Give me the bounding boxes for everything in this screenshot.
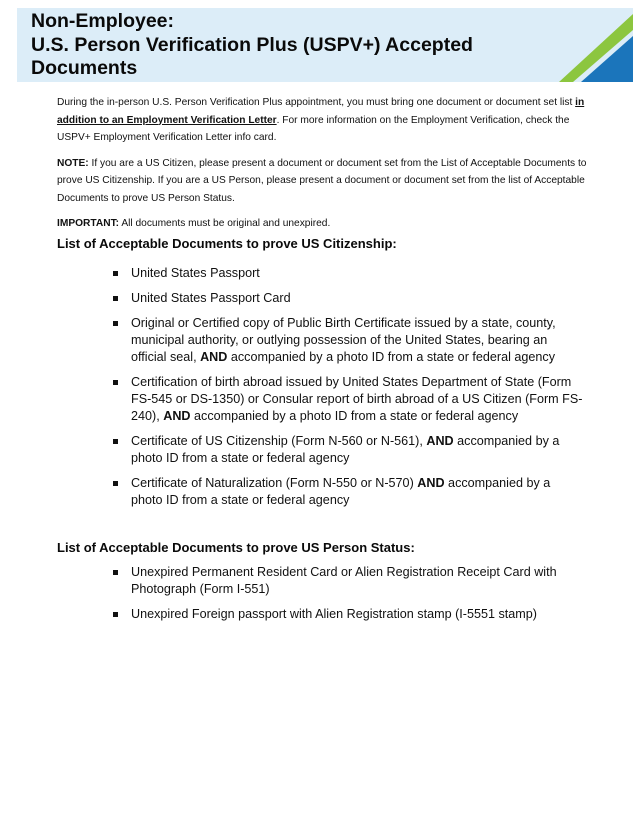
bullet-icon <box>113 481 118 486</box>
corner-stripe-graphic <box>559 8 633 82</box>
item-text-after: accompanied by a photo ID from a state or federal agency <box>227 350 555 364</box>
list-item <box>113 374 583 425</box>
item-text: Certificate of US Citizenship (Form N-560 or N-561), <box>131 434 427 448</box>
title-banner <box>17 8 633 82</box>
note-text: If you are a US Citizen, please present a document or document set from the List of Acceptable Documents to prove US Citizenship. If you are a US Person, please present a document or document set from the list of Acceptable Documents to prove US Person Status. <box>57 157 587 204</box>
important-paragraph <box>57 215 592 233</box>
person-status-heading: List of Acceptable Documents to prove US Person Status: <box>57 540 415 555</box>
item-text: Unexpired Foreign passport with Alien Registration stamp (I-5551 stamp) <box>131 607 537 621</box>
item-text: Certificate of Naturalization (Form N-550 or N-570) <box>131 476 418 490</box>
item-text-after: accompanied by a photo ID from a state or federal agency <box>131 476 551 507</box>
intro-section <box>57 94 592 241</box>
intro-text-1: During the in-person U.S. Person Verification Plus appointment, you must bring one document or document set list <box>57 97 576 108</box>
item-text: Certification of birth abroad issued by United States Department of State (Form FS-545 or DS-1350) or Consular report of birth abroad of a US Citizen (Form FS-240), <box>131 375 583 423</box>
note-paragraph <box>57 155 592 208</box>
item-emphasis: AND <box>200 350 228 364</box>
intro-text-2: . For more information on the Employment Verification, check the USPV+ Employment Verification Letter info card. <box>57 114 570 143</box>
item-emphasis: AND <box>163 409 191 423</box>
bullet-icon <box>113 271 118 276</box>
title-line-3: Documents <box>31 57 138 79</box>
important-label: IMPORTANT: <box>57 218 120 229</box>
item-text: Unexpired Permanent Resident Card or Alien Registration Receipt Card with Photograph (Form I-551) <box>131 565 557 596</box>
title-line-1: Non-Employee: <box>31 10 175 32</box>
note-label: NOTE: <box>57 157 89 169</box>
citizenship-heading: List of Acceptable Documents to prove US Citizenship: <box>57 236 397 251</box>
bullet-icon <box>113 612 118 617</box>
bullet-icon <box>113 439 118 444</box>
item-text: United States Passport <box>131 266 260 280</box>
item-text: United States Passport Card <box>131 291 291 305</box>
list-item <box>113 290 583 307</box>
person-status-list <box>113 564 583 631</box>
important-text: All documents must be original and unexpired. <box>119 218 331 229</box>
list-item <box>113 475 583 509</box>
list-item <box>113 315 583 366</box>
bullet-icon <box>113 321 118 326</box>
citizenship-list <box>113 265 583 517</box>
item-text: Original or Certified copy of Public Birth Certificate issued by a state, county, municipal authority, or outlying possession of the United States, bearing an official seal, <box>131 316 556 364</box>
list-item <box>113 265 583 282</box>
list-item <box>113 564 583 598</box>
item-text-after: accompanied by a photo ID from a state or federal agency <box>131 434 560 465</box>
title-line-2: U.S. Person Verification Plus (USPV+) Accepted <box>31 33 473 56</box>
item-emphasis: AND <box>417 476 445 490</box>
item-emphasis: AND <box>426 434 454 448</box>
item-text-after: accompanied by a photo ID from a state or federal agency <box>190 409 519 423</box>
list-item <box>113 433 583 467</box>
page-title <box>31 10 551 81</box>
intro-paragraph <box>57 94 592 147</box>
intro-emphasis: in addition to an Employment Verification Letter <box>57 97 585 126</box>
bullet-icon <box>113 380 118 385</box>
bullet-icon <box>113 570 118 575</box>
bullet-icon <box>113 296 118 301</box>
list-item <box>113 606 583 623</box>
